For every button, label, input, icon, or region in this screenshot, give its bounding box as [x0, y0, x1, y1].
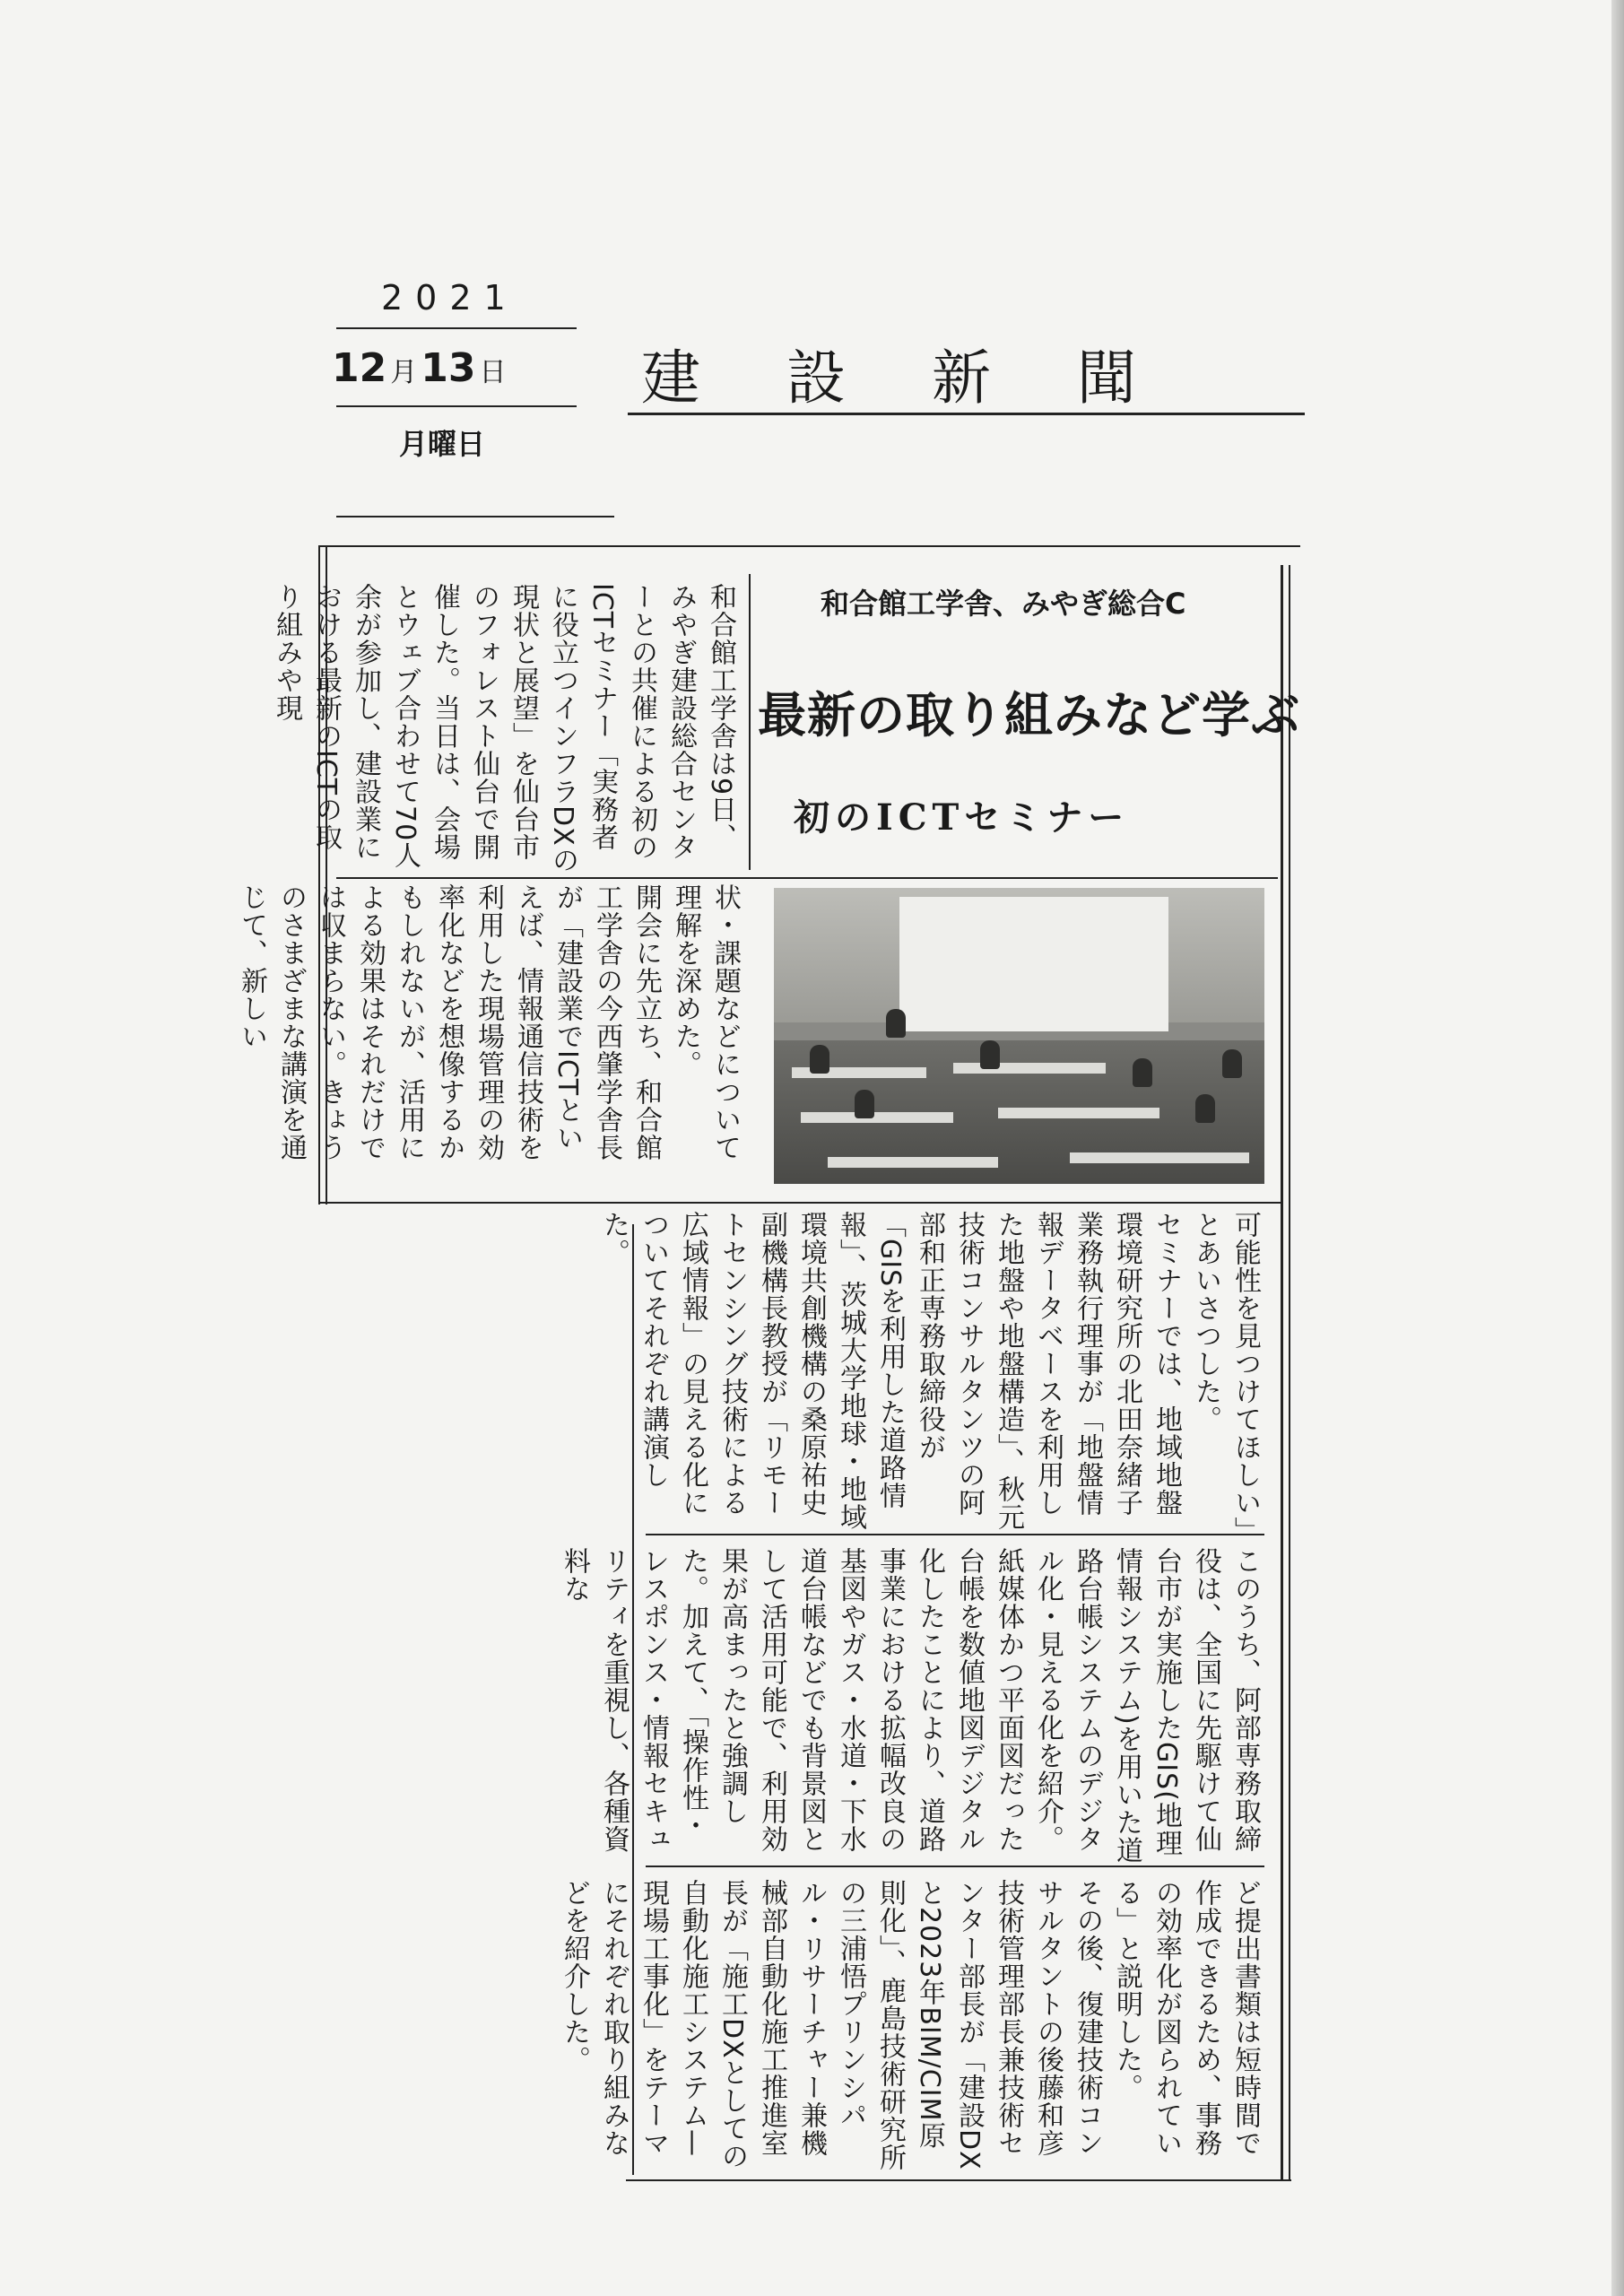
article-headline: 最新の取り組みなど学ぶ — [758, 687, 1300, 744]
photo-desk — [1070, 1152, 1249, 1163]
article-body-block-4: このうち、阿部専務取締役は、全国に先駆けて仙台市が実施したGIS(地理情報システム)を用いた道路台帳システムのデジタル化・見える化を紹介。紙媒体かつ平面図だった台帳を数値地図デジタル化したことにより、道路事業における拡幅改良の基図やガス・水道・下水道台帳などでも背景図として活用可能で、利用効果が高まったと強調した。加えて、「操作性・レスポンス・情報セキュリティを重視し、各種資料な — [559, 1547, 1261, 1865]
photo-person — [1222, 1049, 1242, 1078]
publication-year: 2021 — [381, 278, 518, 317]
article-body-block-2: 状・課題などについて理解を深めた。 開会に先立ち、和合館工学舎の今西肇学舎長が「建設業でICTといえば、情報通信技術を利用した現場管理の効率化などを想像するかもしれないが、活用による効果はそれだけでは収まらない。きょうのさまざまな講演を通じて、新しい — [236, 883, 741, 1161]
scan-edge — [1611, 0, 1624, 2296]
date-month-unit: 月 — [390, 357, 418, 388]
article-subheadline: 初のICTセミナー — [794, 796, 1130, 839]
date-month: 12 — [332, 345, 387, 391]
article-rule-bottom — [626, 2179, 1291, 2181]
photo-person — [1195, 1094, 1215, 1123]
date-rule-top — [336, 327, 577, 329]
article-body-block-5: ど提出書類は短時間で作成できるため、事務の効率化が図られている」と説明した。 その後、復建技術コンサルタントの後藤和彦技術管理部長兼技術センター部長が「建設DXと2023年BIM/CIM原則化」、鹿島技術研究所の三浦悟プリンシパル・リサーチャー兼機械部自動化施工推進室長が「施工DXとしての自動化施工システム—現場工事化」をテーマにそれぞれ取り組みなどを紹介した。 — [559, 1879, 1261, 2171]
date-day-unit: 日 — [479, 357, 507, 388]
article-body-block-3: 可能性を見つけてほしい」とあいさつした。 セミナーでは、地域地盤環境研究所の北田奈緒子業務執行理事が「地盤情報データベースを利用した地盤や地盤構造」、秋元技術コンサルタンツの阿部和正専務取締役が「GISを利用した道路情報」、茨城大学地球・地域環境共創機構の桑原祐史副機構長教授が「リモートセンシング技術による広域情報」の見える化についてそれぞれ講演した。 — [598, 1211, 1261, 1531]
photo-desk — [828, 1157, 998, 1168]
headline-box-divider — [749, 574, 751, 870]
photo-desk — [953, 1063, 1106, 1074]
section-rule-2 — [318, 1202, 1282, 1204]
publication-weekday: 月曜日 — [399, 427, 486, 461]
section-rule-4 — [646, 1866, 1264, 1867]
date-rule-bottom — [336, 405, 577, 407]
publication-date — [332, 345, 509, 391]
masthead-rule — [628, 413, 1305, 415]
article-border-right-inner — [1289, 565, 1290, 2179]
article-kicker: 和合館工学舎、みやぎ総合C — [821, 587, 1186, 621]
seminar-photo — [774, 888, 1264, 1184]
photo-person — [1133, 1058, 1152, 1087]
section-rule-3 — [646, 1534, 1264, 1535]
article-rule-top — [318, 545, 1300, 547]
photo-person — [886, 1009, 906, 1038]
photo-desk — [998, 1108, 1159, 1118]
article-body-block-1: 和合館工学舎は9日、みやぎ建設総合センターとの共催による初のICTセミナー「実務者に役立つインフラDXの現状と展望」を仙台市のフォレスト仙台で開催した。当日は、会場とウェブ合わせて70人余が参加し、建設業における最新のICTの取り組みや現 — [271, 583, 736, 874]
photo-person — [810, 1045, 829, 1074]
short-rule — [336, 516, 614, 517]
date-day: 13 — [421, 345, 476, 391]
article-border-right — [1281, 565, 1283, 2179]
photo-person — [980, 1040, 1000, 1069]
photo-person — [855, 1090, 874, 1118]
photo-projection-screen — [899, 897, 1168, 1031]
newspaper-name: 建設新聞 — [641, 344, 1222, 413]
photo-desk — [801, 1112, 953, 1123]
